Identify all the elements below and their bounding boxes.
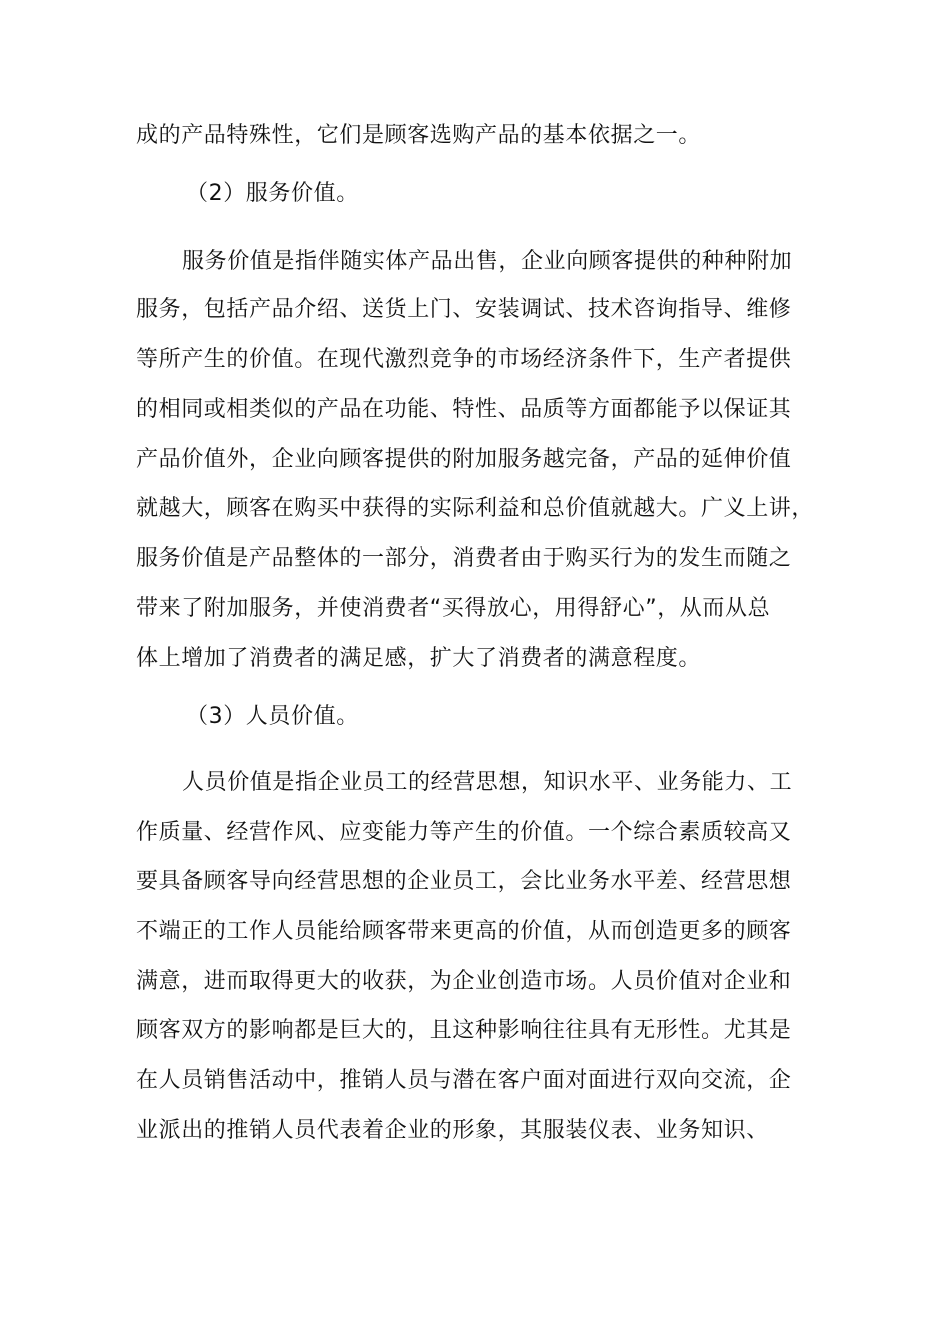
paragraph-line: 服务价值是产品整体的一部分，消费者由于购买行为的发生而随之 — [136, 546, 792, 571]
paragraph-line: 服务，包括产品介绍、送货上门、安装调试、技术咨询指导、维修 — [136, 297, 792, 322]
section-heading-service-value: （2）服务价值。 — [186, 181, 359, 206]
paragraph-line: 的相同或相类似的产品在功能、特性、品质等方面都能予以保证其 — [136, 397, 792, 422]
paragraph-line: 等所产生的价值。在现代激烈竞争的市场经济条件下，生产者提供 — [136, 347, 792, 372]
paragraph-line: 业派出的推销人员代表着企业的形象，其服装仪表、业务知识、 — [136, 1118, 769, 1143]
paragraph-line: 顾客双方的影响都是巨大的，且这种影响往往具有无形性。尤其是 — [136, 1018, 792, 1043]
paragraph-line: 在人员销售活动中，推销人员与潜在客户面对面进行双向交流，企 — [136, 1068, 792, 1093]
paragraph-line: 体上增加了消费者的满足感，扩大了消费者的满意程度。 — [136, 646, 702, 671]
paragraph-line: 满意，进而取得更大的收获，为企业创造市场。人员价值对企业和 — [136, 969, 792, 994]
paragraph-line: 不端正的工作人员能给顾客带来更高的价值，从而创造更多的顾客 — [136, 919, 792, 944]
section-heading-personnel-value: （3）人员价值。 — [186, 704, 359, 729]
paragraph-line: 作质量、经营作风、应变能力等产生的价值。一个综合素质较高又 — [136, 820, 792, 845]
paragraph-line: 就越大，顾客在购买中获得的实际利益和总价值就越大。广义上讲， — [136, 496, 815, 521]
paragraph-line: 成的产品特殊性，它们是顾客选购产品的基本依据之一。 — [136, 123, 702, 148]
paragraph-line: 服务价值是指伴随实体产品出售，企业向顾客提供的种种附加 — [182, 249, 793, 274]
paragraph-line: 要具备顾客导向经营思想的企业员工，会比业务水平差、经营思想 — [136, 869, 792, 894]
paragraph-line: 人员价值是指企业员工的经营思想，知识水平、业务能力、工 — [182, 770, 793, 795]
paragraph-line: 产品价值外，企业向顾客提供的附加服务越完备，产品的延伸价值 — [136, 447, 792, 472]
paragraph-line: 带来了附加服务，并使消费者“买得放心，用得舒心”，从而从总 — [136, 596, 771, 621]
